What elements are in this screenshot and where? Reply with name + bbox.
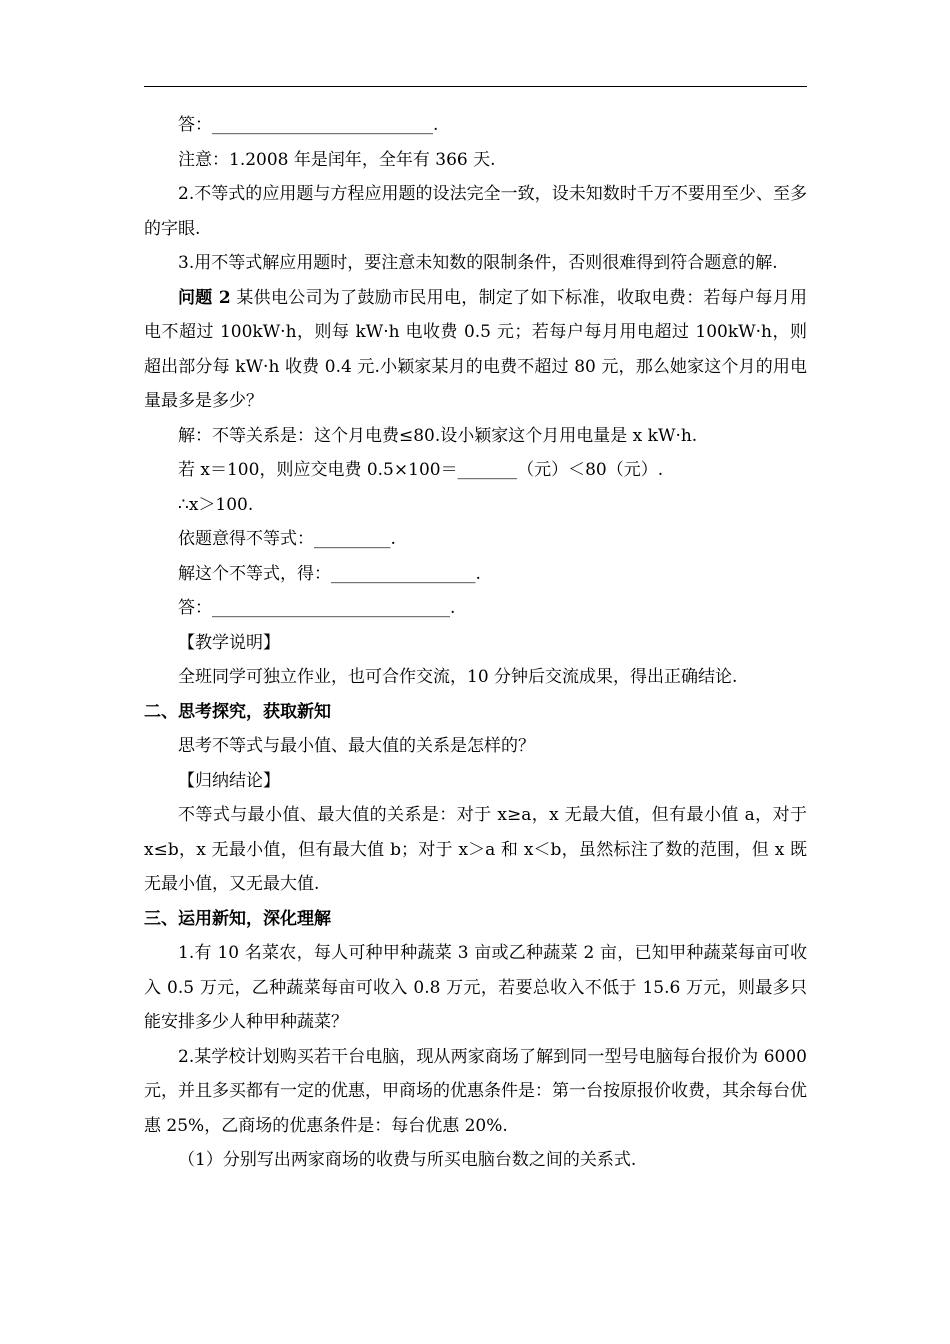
- document-body: [144, 108, 807, 1178]
- problem-2-label: 问题 2: [178, 287, 231, 308]
- solution-line-3: ∴x＞100.: [178, 494, 254, 515]
- solution-line-1: 解：不等关系是：这个月电费≤80.设小颖家这个月用电量是 x kW·h.: [178, 425, 698, 446]
- exercise-1: 1.有 10 名菜农，每人可种甲种蔬菜 3 亩或乙种蔬菜 2 亩，已知甲种蔬菜每亩可收入 0.5 万元，乙种蔬菜每亩可收入 0.8 万元，若要总收入不低于 15.6 万元，则最多只能安排多少人种甲种蔬菜？: [144, 943, 807, 1032]
- answer-line: 答：__________________________.: [178, 115, 439, 135]
- solution-line-5: 解这个不等式，得：_________________.: [178, 563, 481, 584]
- header-rule: [144, 86, 807, 87]
- think-question: 思考不等式与最小值、最大值的关系是怎样的？: [178, 736, 535, 756]
- section-2-heading: 二、思考探究，获取新知: [144, 701, 331, 722]
- answer-line-2: 答：____________________________.: [178, 598, 456, 618]
- teaching-note: 全班同学可独立作业，也可合作交流，10 分钟后交流成果，得出正确结论.: [178, 667, 738, 687]
- problem-2: [144, 281, 807, 419]
- note-3: 3.用不等式解应用题时，要注意未知数的限制条件，否则很难得到符合题意的解.: [178, 253, 778, 273]
- solution-line-2: 若 x＝100，则应交电费 0.5×100＝_______（元）＜80（元）.: [178, 460, 664, 480]
- section-3-heading: 三、运用新知，深化理解: [144, 908, 331, 929]
- exercise-2-question-1: （1）分别写出两家商场的收费与所买电脑台数之间的关系式.: [178, 1150, 637, 1170]
- note-1: 注意：1.2008 年是闰年，全年有 366 天.: [178, 149, 496, 170]
- solution-line-4: 依题意得不等式：_________.: [178, 529, 396, 549]
- problem-2-text: 某供电公司为了鼓励市民用电，制定了如下标准，收取电费：若每户每月用电不超过 100kW·h，则每 kW·h 电收费 0.5 元；若每户每月用电超过 100kW·h，则超出部分每 kW·h 收费 0.4 元.小颖家某月的电费不超过 80 元，那么她家这个月的用电量最多是多少？: [144, 287, 807, 411]
- conclusion-title: 【归纳结论】: [178, 770, 280, 791]
- exercise-2: 2.某学校计划购买若干台电脑，现从两家商场了解到同一型号电脑每台报价为 6000 元，并且多买都有一定的优惠，甲商场的优惠条件是：第一台按原报价收费，其余每台优惠 25%，乙商场的优惠条件是：每台优惠 20%.: [144, 1046, 807, 1136]
- conclusion: 不等式与最小值、最大值的关系是：对于 x≥a，x 无最大值，但有最小值 a，对于 x≤b，x 无最小值，但有最大值 b；对于 x＞a 和 x＜b，虽然标注了数的范围，但 x 既无最小值，又无最大值.: [144, 805, 807, 894]
- note-2: 2.不等式的应用题与方程应用题的设法完全一致，设未知数时千万不要用至少、至多的字眼.: [144, 184, 807, 239]
- teaching-note-title: 【教学说明】: [178, 632, 280, 653]
